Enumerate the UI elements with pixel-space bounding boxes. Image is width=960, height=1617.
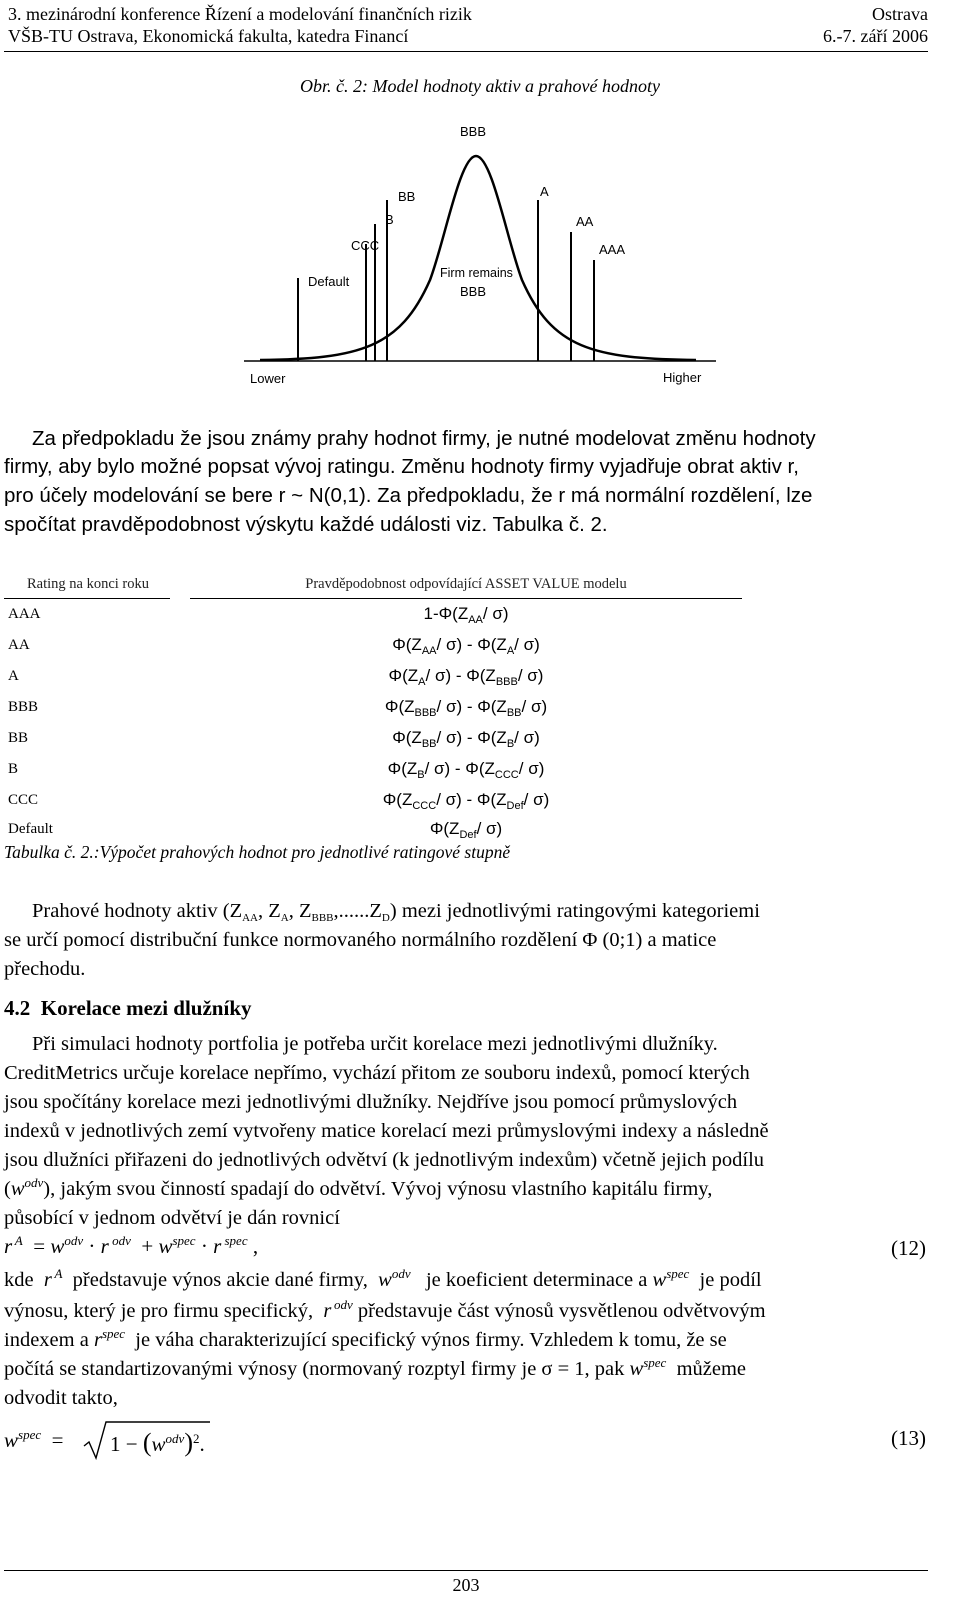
table-row-label: BBB (8, 699, 39, 715)
section-title: Korelace mezi dlužníky (40, 996, 252, 1020)
threshold-table (4, 568, 928, 840)
header-right-line1: Ostrava (872, 4, 928, 24)
footer-rule (4, 1570, 928, 1571)
paragraph-definitions-line4: počítá se standartizovanými výnosy (normovaný rozptyl firmy je σ = 1, pak $w^{spec}$ můžeme (4, 1355, 747, 1380)
paragraph-correlation-line2: CreditMetrics určuje korelace nepřímo, vychází přitom ze souboru indexů, pomocí kterých (4, 1062, 750, 1084)
table-header-rule-2 (190, 598, 742, 599)
paragraph-definitions-line1: kde r $^A$ představuje výnos akcie dané firmy, $w^{odv}$ je koeficient determinace a $w^{spec}$ je podíl (4, 1266, 762, 1291)
label-firm-remains: Firm remains (440, 266, 513, 280)
label-aaa: AAA (599, 242, 626, 257)
label-bb: BB (398, 189, 416, 204)
table-row-label: A (8, 668, 19, 684)
paragraph-intro-line2: firmy, aby bylo možné popsat vývoj ratingu. Změnu hodnoty firmy vyjadřuje obrat aktiv r, (4, 455, 799, 478)
paragraph-correlation-line6-text: ), jakým svou činností spadají do odvětví. Vývoj výnosu vlastního kapitálu firmy, (43, 1178, 713, 1200)
paragraph-definitions-line5: odvodit takto, (4, 1387, 118, 1409)
paragraph-thresholds-line3: přechodu. (4, 958, 86, 980)
label-lower: Lower (250, 371, 286, 386)
paragraph-thresholds-line2: se určí pomocí distribuční funkce normovaného normálního rozdělení Φ (0;1) a matice (4, 929, 717, 951)
label-ccc: CCC (351, 238, 380, 253)
normal-distribution-curve (260, 156, 696, 360)
formula-aaa: $1-\Phi(Z_{AA}/$ σ) (423, 604, 509, 626)
label-b: B (385, 212, 394, 227)
formula-a: $\Phi(Z_A/$ $\sigma) - \Phi(Z_{BBB}/$ σ) (388, 666, 544, 688)
section-number: 4.2 (4, 996, 31, 1020)
paragraph-definitions-text: počítá se standartizovanými výnosy (normovaný rozptyl firmy je σ = 1, pak (4, 1358, 625, 1380)
paragraph-thresholds-text: Prahové hodnoty aktiv (Z (32, 900, 243, 922)
table-caption: Tabulka č. 2.:Výpočet prahových hodnot pro jednotlivé ratingové stupně (4, 842, 511, 862)
header-left-line1: 3. mezinárodní konference Řízení a modelování finančních rizik (8, 4, 472, 24)
table-row-label: CCC (8, 792, 39, 808)
label-higher: Higher (663, 370, 702, 385)
paragraph-definitions-line2: výnosu, který je pro firmu specifický, r $^{odv}$ představuje část výnosů vysvětlenou odvětvovým (4, 1297, 766, 1322)
table-row-label: AA (8, 637, 30, 653)
paragraph-definitions-line3: indexem a $r^{spec}$ je váha charakterizující specifický výnos firmy. Vzhledem k tomu, že se (4, 1326, 727, 1351)
table-header-rule-1 (4, 598, 170, 599)
asset-value-figure (240, 120, 720, 400)
label-default: Default (308, 274, 350, 289)
label-a: A (540, 184, 549, 199)
equation-13-number: (13) (891, 1426, 926, 1450)
formula-b: $\Phi(Z_B/$ $\sigma) - \Phi(Z_{CCC}/$ σ) (387, 759, 545, 781)
paragraph-correlation-line4: indexů v jednotlivých zemí vytvořeny matice korelací mezi průmyslovými indexy a následně (4, 1120, 769, 1142)
equation-12: r $^A = w^{odv} \cdot r$ $^{odv} + w^{spec} \cdot r$ $^{spec}$ , (4, 1233, 259, 1258)
paragraph-definitions-text: můžeme (676, 1358, 747, 1380)
formula-aa: $\Phi(Z_{AA}/$ $\sigma) - \Phi(Z_A/$ σ) (392, 635, 540, 657)
paragraph-definitions-text: je podíl (699, 1269, 762, 1291)
paragraph-definitions-text: výnosu, který je pro firmu specifický, (4, 1300, 314, 1322)
formula-bbb: $\Phi(Z_{BBB}/$ $\sigma) - \Phi(Z_{BB}/$ σ) (384, 697, 548, 719)
paragraph-definitions-text: představuje výnos akcie dané firmy, (72, 1269, 368, 1291)
equation-12-number: (12) (891, 1236, 926, 1260)
formula-default: $\Phi(Z_{Def}/$ σ) (429, 819, 503, 841)
paragraph-correlation-line5: jsou dlužníci přiřazeni do jednotlivých odvětví (k jednotlivým indexům) včetně jejich podílu (4, 1149, 765, 1171)
formula-ccc: $\Phi(Z_{CCC}/$ $\sigma) - \Phi(Z_{Def}/$ σ) (382, 790, 550, 812)
paragraph-correlation-line6: $(w^{odv})$, jakým svou činností spadají do odvětví. Vývoj výnosu vlastního kapitálu firmy, (4, 1175, 713, 1200)
label-firm-bbb: BBB (460, 284, 487, 299)
figure-caption: Obr. č. 2: Model hodnoty aktiv a prahové hodnoty (300, 76, 660, 96)
paragraph-definitions-text: kde (4, 1269, 34, 1291)
paragraph-intro-line4: spočítat pravděpodobnost výskytu každé události viz. Tabulka č. 2. (4, 513, 608, 536)
paragraph-correlation-line7: působící v jednom odvětví je dán rovnicí (4, 1207, 340, 1229)
paragraph-correlation-line1: Při simulaci hodnoty portfolia je potřeba určit korelace mezi jednotlivými dlužníky. (32, 1033, 718, 1055)
paragraph-definitions-text: indexem a (4, 1329, 89, 1351)
paragraph-definitions-text: je váha charakterizující specifický výnos firmy. Vzhledem k tomu, že se (135, 1329, 727, 1351)
header-rule (4, 51, 928, 52)
table-row-label: AAA (8, 606, 41, 622)
section-heading (4, 996, 252, 1021)
paragraph-thresholds-line1: Prahové hodnoty aktiv ($Z_{AA}$, $Z_A$, $Z_{BBB},......Z_D$) mezi jednotlivými ratingovými kategoriemi (32, 900, 760, 924)
table-header-probability: Pravděpodobnost odpovídající ASSET VALUE modelu (305, 576, 627, 592)
label-aa: AA (576, 214, 594, 229)
table-header-rating: Rating na konci roku (26, 576, 150, 592)
paragraph-definitions-text: představuje část výnosů vysvětlenou odvětvovým (357, 1300, 766, 1322)
paragraph-correlation-line3: jsou spočítány korelace mezi jednotlivými dlužníky. Nejdříve jsou pomocí průmyslových (4, 1091, 738, 1113)
formula-bb: $\Phi(Z_{BB}/$ $\sigma) - \Phi(Z_B/$ σ) (392, 728, 540, 750)
paragraph-definitions-text: je koeficient determinace a (425, 1269, 648, 1291)
table-row-label: B (8, 761, 19, 777)
label-bbb-top: BBB (460, 124, 487, 139)
page-number: 203 (452, 1575, 480, 1595)
paragraph-intro-line1: Za předpokladu že jsou známy prahy hodnot firmy, je nutné modelovat změnu hodnoty (32, 427, 816, 450)
header-left-line2: VŠB-TU Ostrava, Ekonomická fakulta, katedra Financí (8, 26, 409, 46)
table-row-label: Default (8, 821, 53, 837)
table-row-label: BB (8, 730, 29, 746)
header-right-line2: 6.-7. září 2006 (823, 26, 928, 46)
paragraph-intro-line3: pro účely modelování se bere r ~ N(0,1). Za předpokladu, že r má normální rozdělení, lze (4, 484, 813, 507)
